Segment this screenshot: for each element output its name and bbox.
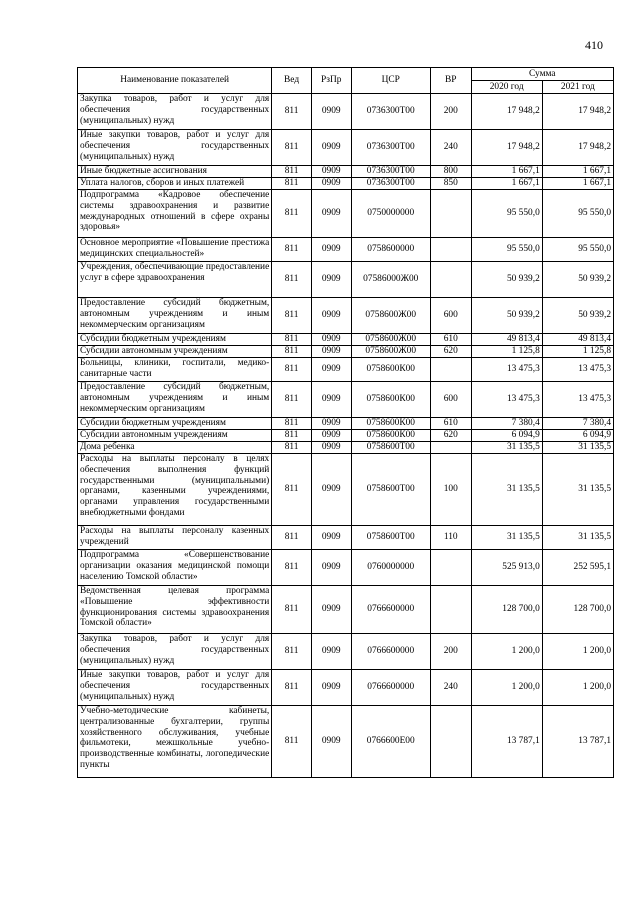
table-row [78, 586, 614, 634]
row-amount-2021: 1 125,8 [542, 346, 613, 358]
row-ved: 811 [272, 550, 312, 586]
table-row [78, 670, 614, 706]
row-ved: 811 [272, 634, 312, 670]
row-csr: 0766600Е00 [351, 706, 430, 778]
row-amount-2020: 49 813,4 [471, 334, 542, 346]
table-row [78, 358, 614, 382]
row-ved: 811 [272, 706, 312, 778]
row-vr: 620 [430, 430, 471, 442]
row-name: Расходы на выплаты персоналу в целях обеспечения выполнения функций государственными (муниципальными) органами, казенными учреждениями, органами управления государственными внебюджетными фондами [78, 454, 272, 526]
header-rzpr: РзПр [311, 68, 351, 94]
row-name: Иные бюджетные ассигнования [78, 166, 272, 178]
row-amount-2021: 50 939,2 [542, 262, 613, 298]
row-rzpr: 0909 [311, 166, 351, 178]
row-amount-2021: 13 475,3 [542, 382, 613, 418]
row-ved: 811 [272, 358, 312, 382]
row-vr: 110 [430, 526, 471, 550]
row-rzpr: 0909 [311, 670, 351, 706]
row-csr: 0758600Ж00 [351, 298, 430, 334]
header-sum: Сумма [471, 68, 613, 81]
row-amount-2021: 31 135,5 [542, 442, 613, 454]
row-vr [430, 586, 471, 634]
row-rzpr: 0909 [311, 94, 351, 130]
table-row [78, 454, 614, 526]
row-amount-2021: 50 939,2 [542, 298, 613, 334]
row-ved: 811 [272, 382, 312, 418]
row-amount-2021: 31 135,5 [542, 454, 613, 526]
row-ved: 811 [272, 418, 312, 430]
row-name: Предоставление субсидий бюджетным, автономным учреждениям и иным некоммерческим организациям [78, 298, 272, 334]
row-name: Предоставление субсидий бюджетным, автономным учреждениям и иным некоммерческим организациям [78, 382, 272, 418]
table-header [78, 68, 614, 94]
row-amount-2021: 252 595,1 [542, 550, 613, 586]
row-rzpr: 0909 [311, 634, 351, 670]
row-csr: 0750000000 [351, 190, 430, 238]
row-name: Уплата налогов, сборов и иных платежей [78, 178, 272, 190]
row-vr: 600 [430, 382, 471, 418]
row-vr: 620 [430, 346, 471, 358]
row-ved: 811 [272, 346, 312, 358]
row-name: Субсидии бюджетным учреждениям [78, 334, 272, 346]
row-amount-2021: 95 550,0 [542, 238, 613, 262]
row-vr [430, 238, 471, 262]
row-rzpr: 0909 [311, 178, 351, 190]
table-row [78, 706, 614, 778]
row-amount-2020: 1 667,1 [471, 166, 542, 178]
header-year-2021: 2021 год [542, 81, 613, 94]
table-row [78, 166, 614, 178]
row-ved: 811 [272, 178, 312, 190]
row-name: Ведомственная целевая программа «Повышение эффективности функционирования системы здравоохранения Томской области» [78, 586, 272, 634]
row-amount-2020: 95 550,0 [471, 190, 542, 238]
row-amount-2021: 7 380,4 [542, 418, 613, 430]
row-amount-2021: 1 200,0 [542, 634, 613, 670]
table-row [78, 94, 614, 130]
row-vr [430, 358, 471, 382]
row-rzpr: 0909 [311, 346, 351, 358]
row-amount-2020: 13 475,3 [471, 358, 542, 382]
row-name: Учреждения, обеспечивающие предоставление услуг в сфере здравоохранения [78, 262, 272, 298]
row-csr: 0758600Т00 [351, 526, 430, 550]
row-ved: 811 [272, 442, 312, 454]
table-row [78, 262, 614, 298]
row-rzpr: 0909 [311, 262, 351, 298]
row-amount-2020: 7 380,4 [471, 418, 542, 430]
header-csr: ЦСР [351, 68, 430, 94]
row-rzpr: 0909 [311, 382, 351, 418]
row-vr [430, 262, 471, 298]
row-vr: 240 [430, 130, 471, 166]
row-name: Закупка товаров, работ и услуг для обеспечения государственных (муниципальных) нужд [78, 94, 272, 130]
row-amount-2020: 525 913,0 [471, 550, 542, 586]
row-amount-2020: 1 200,0 [471, 634, 542, 670]
row-amount-2021: 13 787,1 [542, 706, 613, 778]
row-csr: 07586000Ж00 [351, 262, 430, 298]
row-csr: 0736300Т00 [351, 94, 430, 130]
row-csr: 0758600Т00 [351, 442, 430, 454]
row-csr: 0758600К00 [351, 358, 430, 382]
row-ved: 811 [272, 94, 312, 130]
row-vr: 100 [430, 454, 471, 526]
row-rzpr: 0909 [311, 430, 351, 442]
row-vr: 800 [430, 166, 471, 178]
row-name: Иные закупки товаров, работ и услуг для обеспечения государственных (муниципальных) нужд [78, 130, 272, 166]
row-amount-2020: 31 135,5 [471, 442, 542, 454]
table-row [78, 634, 614, 670]
row-csr: 0766600000 [351, 634, 430, 670]
row-rzpr: 0909 [311, 454, 351, 526]
row-rzpr: 0909 [311, 298, 351, 334]
row-amount-2021: 13 475,3 [542, 358, 613, 382]
row-rzpr: 0909 [311, 418, 351, 430]
row-amount-2020: 50 939,2 [471, 262, 542, 298]
table-row [78, 442, 614, 454]
row-ved: 811 [272, 526, 312, 550]
row-rzpr: 0909 [311, 238, 351, 262]
row-amount-2021: 1 200,0 [542, 670, 613, 706]
row-amount-2021: 1 667,1 [542, 166, 613, 178]
row-amount-2020: 128 700,0 [471, 586, 542, 634]
table-row [78, 178, 614, 190]
row-csr: 0758600К00 [351, 382, 430, 418]
header-name: Наименование показателей [78, 68, 272, 94]
row-ved: 811 [272, 430, 312, 442]
row-rzpr: 0909 [311, 706, 351, 778]
row-amount-2021: 17 948,2 [542, 94, 613, 130]
row-name: Субсидии автономным учреждениям [78, 430, 272, 442]
header-ved: Вед [272, 68, 312, 94]
row-csr: 0760000000 [351, 550, 430, 586]
table-row [78, 334, 614, 346]
table-row [78, 418, 614, 430]
row-name: Основное мероприятие «Повышение престижа медицинских специальностей» [78, 238, 272, 262]
row-amount-2020: 13 475,3 [471, 382, 542, 418]
row-amount-2021: 1 667,1 [542, 178, 613, 190]
row-vr [430, 190, 471, 238]
row-ved: 811 [272, 238, 312, 262]
row-ved: 811 [272, 334, 312, 346]
row-ved: 811 [272, 130, 312, 166]
row-amount-2020: 13 787,1 [471, 706, 542, 778]
row-name: Расходы на выплаты персоналу казенных учреждений [78, 526, 272, 550]
row-vr: 610 [430, 334, 471, 346]
row-csr: 0736300Т00 [351, 130, 430, 166]
row-vr: 600 [430, 298, 471, 334]
row-rzpr: 0909 [311, 526, 351, 550]
row-name: Закупка товаров, работ и услуг для обеспечения государственных (муниципальных) нужд [78, 634, 272, 670]
row-amount-2021: 128 700,0 [542, 586, 613, 634]
row-amount-2021: 31 135,5 [542, 526, 613, 550]
row-amount-2020: 31 135,5 [471, 526, 542, 550]
row-vr: 200 [430, 94, 471, 130]
row-vr [430, 706, 471, 778]
row-rzpr: 0909 [311, 358, 351, 382]
row-vr [430, 442, 471, 454]
table-row [78, 526, 614, 550]
row-rzpr: 0909 [311, 334, 351, 346]
row-vr: 200 [430, 634, 471, 670]
row-rzpr: 0909 [311, 442, 351, 454]
header-year-2020: 2020 год [471, 81, 542, 94]
row-rzpr: 0909 [311, 130, 351, 166]
row-amount-2020: 1 200,0 [471, 670, 542, 706]
row-name: Дома ребенка [78, 442, 272, 454]
row-name: Иные закупки товаров, работ и услуг для обеспечения государственных (муниципальных) нужд [78, 670, 272, 706]
row-amount-2020: 17 948,2 [471, 130, 542, 166]
row-amount-2021: 49 813,4 [542, 334, 613, 346]
row-ved: 811 [272, 454, 312, 526]
row-csr: 0766600000 [351, 670, 430, 706]
row-csr: 0758600Ж00 [351, 334, 430, 346]
row-csr: 0758600К00 [351, 430, 430, 442]
table-row [78, 382, 614, 418]
row-amount-2021: 95 550,0 [542, 190, 613, 238]
row-amount-2020: 50 939,2 [471, 298, 542, 334]
table-body [78, 94, 614, 778]
row-ved: 811 [272, 670, 312, 706]
row-ved: 811 [272, 298, 312, 334]
row-amount-2020: 95 550,0 [471, 238, 542, 262]
row-name: Субсидии автономным учреждениям [78, 346, 272, 358]
row-amount-2020: 1 667,1 [471, 178, 542, 190]
row-vr: 610 [430, 418, 471, 430]
table-row [78, 430, 614, 442]
header-vr: ВР [430, 68, 471, 94]
row-vr: 850 [430, 178, 471, 190]
row-name: Больницы, клиники, госпитали, медико-санитарные части [78, 358, 272, 382]
row-amount-2020: 1 125,8 [471, 346, 542, 358]
row-rzpr: 0909 [311, 190, 351, 238]
row-ved: 811 [272, 262, 312, 298]
row-amount-2021: 17 948,2 [542, 130, 613, 166]
row-name: Подпрограмма «Кадровое обеспечение системы здравоохранения и развитие международных отношений в сфере охраны здоровья» [78, 190, 272, 238]
table-row [78, 298, 614, 334]
row-ved: 811 [272, 190, 312, 238]
row-vr: 240 [430, 670, 471, 706]
table-row [78, 346, 614, 358]
row-ved: 811 [272, 586, 312, 634]
table-row [78, 238, 614, 262]
row-amount-2021: 6 094,9 [542, 430, 613, 442]
row-name: Субсидии бюджетным учреждениям [78, 418, 272, 430]
row-csr: 0758600Ж00 [351, 346, 430, 358]
row-csr: 0758600К00 [351, 418, 430, 430]
row-rzpr: 0909 [311, 550, 351, 586]
row-csr: 0766600000 [351, 586, 430, 634]
row-amount-2020: 6 094,9 [471, 430, 542, 442]
row-ved: 811 [272, 166, 312, 178]
row-name: Учебно-методические кабинеты, централизованные бухгалтерии, группы хозяйственного обслуживания, учебные фильмотеки, межшкольные учебно-производственные комбинаты, логопедические пункты [78, 706, 272, 778]
row-csr: 0758600Т00 [351, 454, 430, 526]
table-row [78, 550, 614, 586]
row-amount-2020: 17 948,2 [471, 94, 542, 130]
row-name: Подпрограмма «Совершенствование организации оказания медицинской помощи населению Томской области» [78, 550, 272, 586]
row-vr [430, 550, 471, 586]
table-row [78, 190, 614, 238]
row-csr: 0736300Т00 [351, 178, 430, 190]
table-row [78, 130, 614, 166]
budget-table [77, 67, 614, 778]
row-csr: 0758600000 [351, 238, 430, 262]
row-rzpr: 0909 [311, 586, 351, 634]
row-csr: 0736300Т00 [351, 166, 430, 178]
row-amount-2020: 31 135,5 [471, 454, 542, 526]
page-number: 410 [585, 38, 603, 52]
